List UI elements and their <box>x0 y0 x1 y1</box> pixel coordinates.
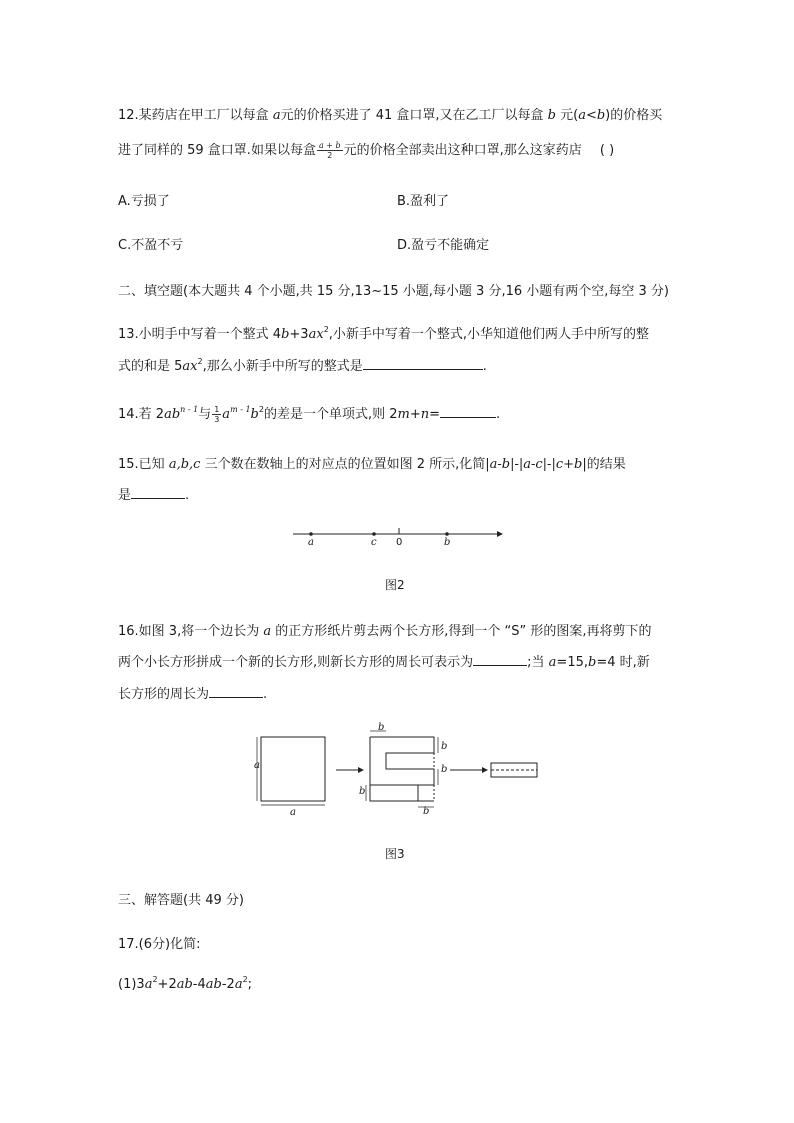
q13-line2: 式的和是 $5ax^2$,那么小新手中所写的整式是 . <box>118 357 487 374</box>
q17-part1: $(1)3a^2+2ab-4ab-2a^2$; <box>118 975 253 992</box>
q16-answer-blank-2[interactable] <box>209 685 263 698</box>
q16-line3: 长方形的周长为 . <box>118 687 268 702</box>
answer-paren: ( ) <box>599 143 615 158</box>
s-shape-outline <box>370 737 434 785</box>
figure3-caption: 图3 <box>385 847 405 861</box>
fig3-label-b-left: b <box>359 786 366 797</box>
q12-option-d: D.盈亏不能确定 <box>397 238 490 253</box>
fig3-label-a-bottom: a <box>290 807 296 818</box>
q17-title: 17.(6分)化简: <box>118 937 201 952</box>
q12-line2: 进了同样的 59 盒口罩.如果以每盒 $\frac{a + b}{2}$ 元的价格全部卖出这种口罩,那么这家药店 ( ) <box>118 141 615 160</box>
q14-line: 14.若 $2ab^{n - 1}$与 $\frac{1}{3}$ $a^{m - 1}b^2$的差是一个单项式,则 2m+n= . <box>118 405 501 424</box>
fig3-label-b-bottom: b <box>423 806 430 817</box>
label-b: b <box>444 537 451 548</box>
fraction: $\frac{1}{3}$ <box>214 405 220 424</box>
fig3-label-b-right2: b <box>441 764 448 775</box>
arrow-2-head <box>482 767 488 773</box>
arrow-1-head <box>358 767 364 773</box>
point-a <box>309 532 313 536</box>
point-c <box>372 532 376 536</box>
q12-option-b: B.盈利了 <box>397 194 450 209</box>
q16-answer-blank-1[interactable] <box>473 653 527 666</box>
q12-option-a: A.亏损了 <box>118 194 170 209</box>
q14-answer-blank[interactable] <box>440 405 496 418</box>
q16-line1: 16.如图 3,将一个边长为 a 的正方形纸片剪去两个长方形,得到一个 “S” 形的图案,再将剪下的 <box>118 624 652 639</box>
section3-heading: 三、解答题(共 49 分) <box>118 893 244 908</box>
square <box>261 737 325 801</box>
label-zero: 0 <box>396 537 403 548</box>
fig3-label-a-left: a <box>254 760 260 771</box>
q15-answer-blank[interactable] <box>131 486 185 499</box>
q16-line2: 两个小长方形拼成一个新的长方形,则新长方形的周长可表示为 ;当 a=15,b=4 时,新 <box>118 655 650 670</box>
q15-line1: 15.已知 a,b,c 三个数在数轴上的对应点的位置如图 2 所示,化简|a-b|-|a-c|-|c+b|的结果 <box>118 457 626 472</box>
label-c: c <box>371 537 377 548</box>
figure2-caption: 图2 <box>385 578 405 592</box>
s-shape-figure <box>250 725 550 820</box>
q12-option-c: C.不盈不亏 <box>118 238 184 253</box>
q13-answer-blank[interactable] <box>363 357 483 370</box>
section2-heading: 二、填空题(本大题共 4 个小题,共 15 分,13~15 小题,每小题 3 分,16 小题有两个空,每空 3 分) <box>118 284 670 299</box>
fig3-label-b-top: b <box>378 722 385 733</box>
q15-line2: 是 . <box>118 488 190 503</box>
fig3-label-b-right1: b <box>441 741 448 752</box>
number-line-arrow <box>497 531 503 537</box>
label-a: a <box>308 537 314 548</box>
fraction: $\frac{a + b}{2}$ <box>318 141 341 160</box>
point-b <box>445 532 449 536</box>
q12-line1: 12.某药店在甲工厂以每盒 a元的价格买进了 41 盒口罩,又在乙工厂以每盒 b 元(a<b)的价格买 <box>118 108 663 123</box>
q13-line1: 13.小明手中写着一个整式 $4b+3ax^2$,小新手中写着一个整式,小华知道他们两人手中所写的整 <box>118 325 650 342</box>
